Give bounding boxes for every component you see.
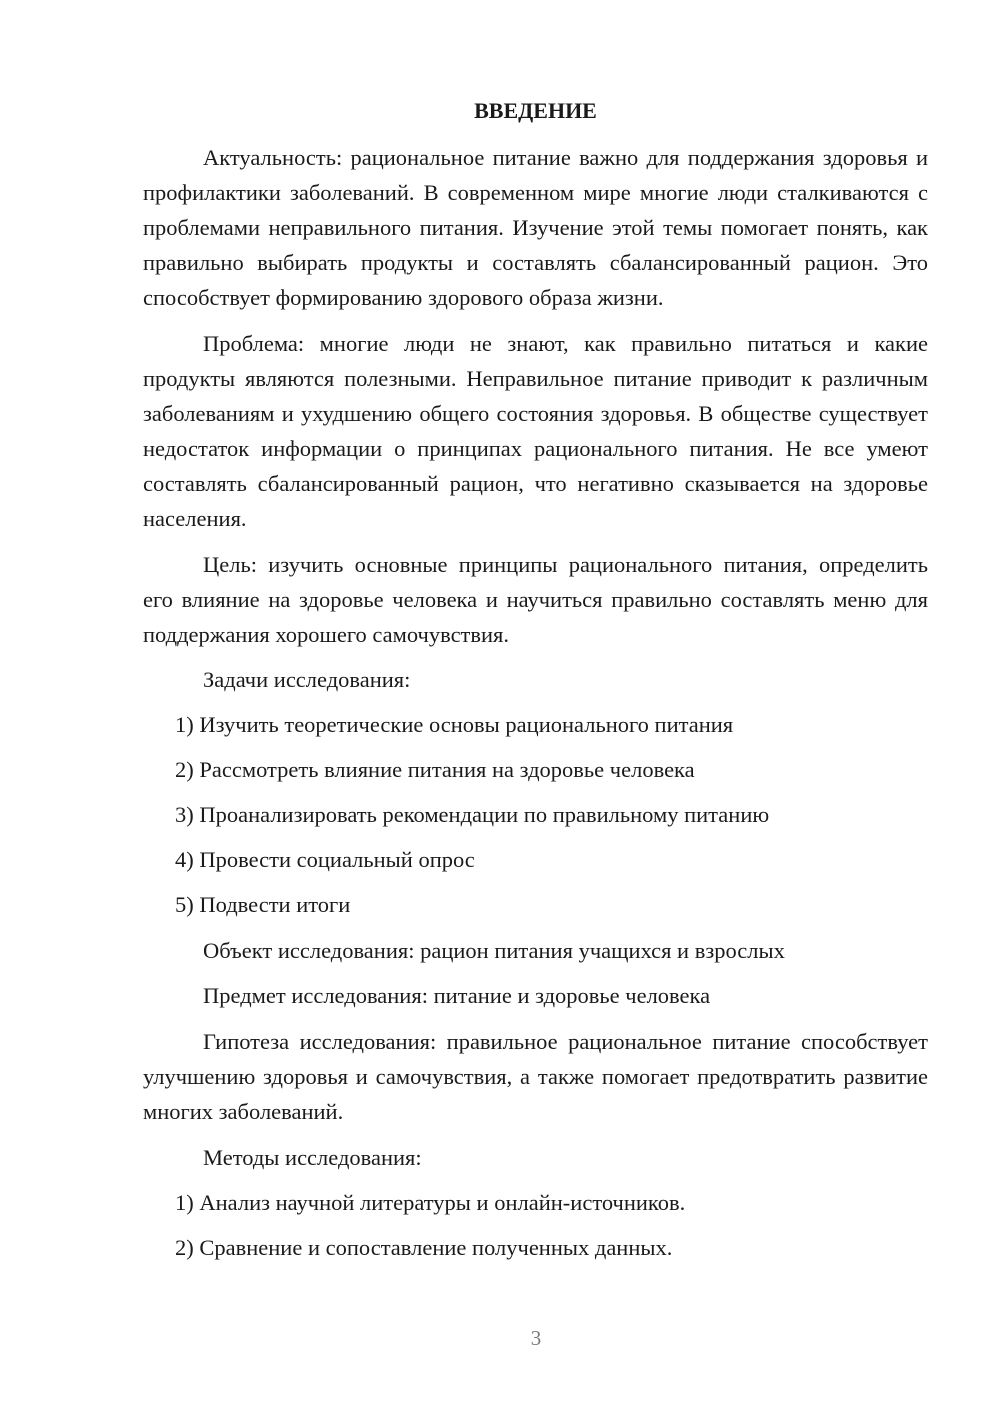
methods-heading: Методы исследования: <box>203 1145 422 1170</box>
problem-paragraph: Проблема: многие люди не знают, как правильно питаться и какие продукты являются полезными. Неправильное питание приводит к различным заболеваниям и ухудшению общего состояния здоровья. В обществе существует недостаток информации о принципах рационального питания. Не все умеют составлять сбалансированный рацион, что негативно сказывается на здоровье населения. <box>143 331 928 531</box>
methods-list <box>143 1185 928 1265</box>
list-item: 4) Провести социальный опрос <box>175 847 475 872</box>
relevance-paragraph: Актуальность: рациональное питание важно для поддержания здоровья и профилактики заболеваний. В современном мире многие люди сталкиваются с проблемами неправильного питания. Изучение этой темы помогает понять, как правильно выбирать продукты и составлять сбалансированный рацион. Это способствует формированию здорового образа жизни. <box>143 145 928 310</box>
list-item: 2) Сравнение и сопоставление полученных данных. <box>175 1235 673 1260</box>
list-item: 3) Проанализировать рекомендации по правильному питанию <box>175 802 770 827</box>
list-item: 2) Рассмотреть влияние питания на здоровье человека <box>175 757 695 782</box>
page-number: 3 <box>530 1326 542 1350</box>
document-page <box>143 93 928 1265</box>
list-item: 5) Подвести итоги <box>175 892 351 917</box>
list-item: 1) Анализ научной литературы и онлайн-источников. <box>175 1190 686 1215</box>
hypothesis-paragraph: Гипотеза исследования: правильное рациональное питание способствует улучшению здоровья и самочувствия, а также помогает предотвратить развитие многих заболеваний. <box>143 1029 928 1124</box>
subject-line: Предмет исследования: питание и здоровье человека <box>203 983 711 1008</box>
section-title: ВВЕДЕНИЕ <box>474 98 597 123</box>
object-line: Объект исследования: рацион питания учащихся и взрослых <box>203 938 785 963</box>
list-item: 1) Изучить теоретические основы рационального питания <box>175 712 734 737</box>
goal-paragraph: Цель: изучить основные принципы рационального питания, определить его влияние на здоровье человека и научиться правильно составлять меню для поддержания хорошего самочувствия. <box>143 552 928 647</box>
tasks-heading: Задачи исследования: <box>203 667 411 692</box>
tasks-list <box>143 707 928 922</box>
